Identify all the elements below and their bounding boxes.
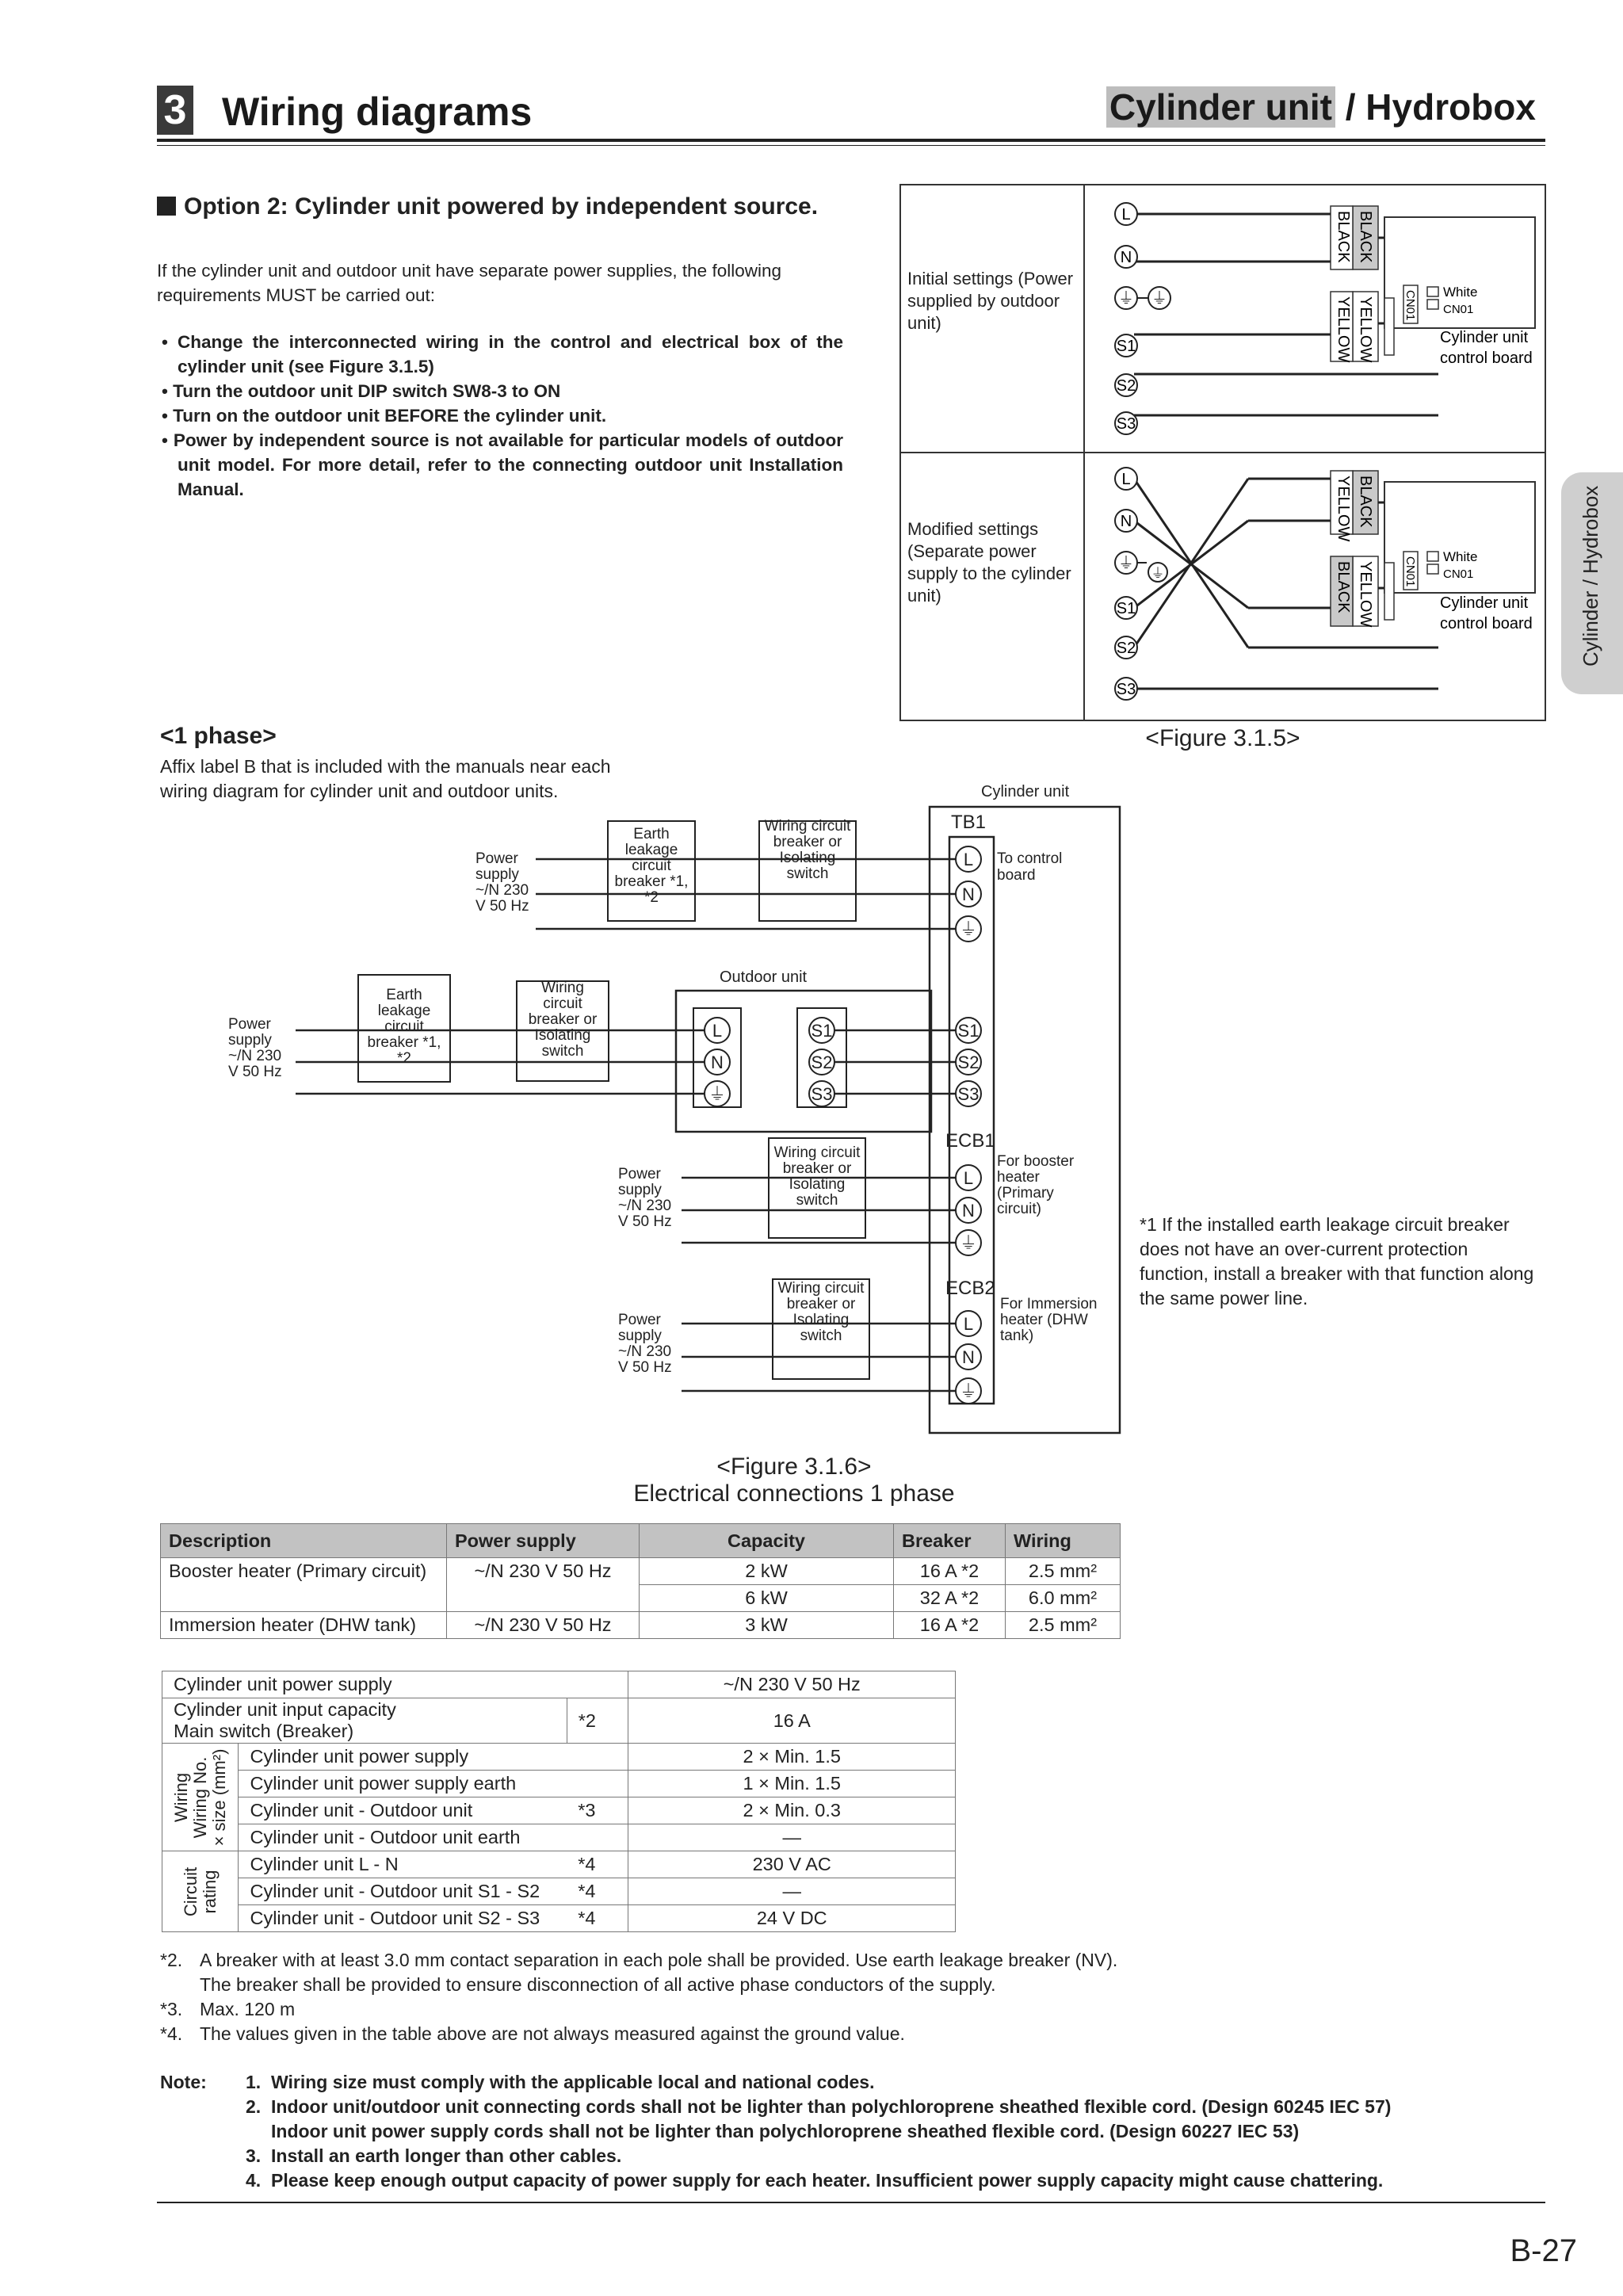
initial-settings-label: Initial settings (Power supplied by outdoor unit) [907, 269, 1074, 333]
terminal-label: ⏚ [1118, 555, 1134, 572]
circuit-group-label: Circuit rating [180, 1866, 220, 1916]
table-row [161, 1558, 1121, 1585]
connector-label: CN01 [1443, 567, 1474, 581]
table-cell: Cylinder unit - Outdoor unit S2 - S3 [239, 1905, 567, 1932]
note-text: Wiring size must comply with the applicable local and national codes. [271, 2072, 875, 2092]
table-cell: *2 [567, 1698, 628, 1744]
svg-text:⏚: ⏚ [959, 919, 978, 939]
svg-text:⏚: ⏚ [708, 1084, 727, 1104]
section-number: 3 [157, 86, 193, 135]
white-label: White [1443, 285, 1478, 300]
note-text: Please keep enough output capacity of power supply for each heater. Insufficient power supply capacity might cause chattering. [271, 2170, 1384, 2191]
cell-line: Cylinder unit input capacity [174, 1699, 396, 1720]
column-header: Capacity [640, 1524, 894, 1558]
table-cell: — [628, 1878, 956, 1905]
table-cell [161, 1585, 447, 1612]
column-header: Description [161, 1524, 447, 1558]
terminal-label: N [1120, 249, 1132, 266]
column-header: Power supply [447, 1524, 640, 1558]
power-supply-label: Power supply ~/N 230 V 50 Hz [618, 1166, 672, 1230]
side-tab-label: Cylinder / Hydrobox [1579, 485, 1602, 667]
terminal-label: S1 [1116, 600, 1136, 617]
footnote-key: *2. [160, 1950, 183, 1970]
note-number: 2. [246, 2096, 262, 2117]
table-cell: Immersion heater (DHW tank) [161, 1612, 447, 1639]
note-row [160, 2095, 1391, 2119]
svg-text:S2: S2 [811, 1052, 833, 1072]
terminal-label: S2 [1116, 377, 1136, 395]
cylinder-unit-label: Cylinder unit [981, 783, 1070, 800]
svg-text:L: L [963, 850, 974, 869]
footnote-key: *4. [160, 2023, 183, 2044]
terminal-label: L [1121, 206, 1131, 223]
table-cell: 2.5 mm² [1006, 1558, 1121, 1585]
footnote-1: *1 If the installed earth leakage circuit breaker does not have an over-current protection function, install a breaker with that function along the same power line. [1140, 1214, 1534, 1308]
table-header-row [161, 1524, 1121, 1558]
svg-text:L: L [963, 1168, 974, 1188]
requirement-item: • Turn the outdoor unit DIP switch SW8-3 to ON [162, 381, 561, 401]
svg-text:S3: S3 [811, 1084, 833, 1104]
footnote-text: The values given in the table above are not always measured against the ground value. [200, 2023, 905, 2044]
table-cell: 230 V AC [628, 1851, 956, 1878]
table-row [162, 1671, 956, 1698]
wcb-label: Wiring circuit breaker or Isolating switch [528, 980, 598, 1060]
table-cell: Cylinder unit - Outdoor unit [239, 1797, 567, 1824]
table-cell [567, 1824, 628, 1851]
table-cell: Cylinder unit L - N [239, 1851, 567, 1878]
table-cell: 2 × Min. 0.3 [628, 1797, 956, 1824]
table-cell: Cylinder unit power supply earth [239, 1771, 567, 1797]
wire-label-yellow: YELLOW [1357, 296, 1374, 363]
svg-text:N: N [962, 1201, 975, 1221]
wiring-group-cell [162, 1744, 239, 1851]
immersion-label: For Immersion heater (DHW tank) [1000, 1296, 1098, 1344]
connector-label: CN01 [1443, 303, 1474, 316]
phase-title: <1 phase> [160, 723, 277, 749]
chapter-title-rest: / Hydrobox [1335, 86, 1536, 128]
svg-text:Cylinder unit: Cylinder unit [1440, 594, 1529, 612]
note-row [160, 2070, 1391, 2095]
svg-text:L: L [963, 1314, 974, 1334]
svg-text:N: N [962, 1347, 975, 1367]
footnote-text: The breaker shall be provided to ensure disconnection of all active phase conductors of the supply. [200, 1974, 996, 1995]
table-cell: Cylinder unit power supply [239, 1744, 567, 1771]
option-title-text: Option 2: Cylinder unit powered by independent source. [184, 193, 819, 220]
svg-text:⏚: ⏚ [1151, 566, 1165, 581]
figure-315-caption: <Figure 3.1.5> [1145, 725, 1300, 751]
note-text: Indoor unit/outdoor unit connecting cords shall not be lighter than polychloroprene sheathed flexible cord. (Design 60245 IEC 57) [271, 2096, 1392, 2117]
section-title: Wiring diagrams [222, 90, 533, 134]
table-cell: 3 kW [640, 1612, 894, 1639]
svg-text:N: N [711, 1052, 724, 1072]
power-supply-label: Power supply ~/N 230 V 50 Hz [618, 1312, 672, 1376]
table-cell: 24 V DC [628, 1905, 956, 1932]
table-cell: 32 A *2 [894, 1585, 1006, 1612]
footnotes [160, 1948, 1117, 2046]
terminal-label: L [1121, 471, 1131, 488]
option-intro: If the cylinder unit and outdoor unit have separate power supplies, the following requirements MUST be carried out: [157, 261, 781, 305]
note-row [160, 2144, 1391, 2168]
svg-text:S2: S2 [957, 1052, 980, 1072]
table-cell: *4 [567, 1851, 628, 1878]
table-cell [567, 1771, 628, 1797]
table-cell: ~/N 230 V 50 Hz [447, 1612, 640, 1639]
figure-316-subcaption: Electrical connections 1 phase [633, 1480, 955, 1507]
table-cell: 6 kW [640, 1585, 894, 1612]
wcb-label: Wiring circuit breaker or Isolating switch [773, 1144, 861, 1209]
terminal-label: N [1120, 513, 1132, 530]
wire-label-black: BLACK [1357, 211, 1374, 263]
note-text: Indoor unit power supply cords shall not be lighter than polychloroprene sheathed flexible cord. (Design 60227 IEC 53) [271, 2121, 1300, 2141]
table-row [161, 1585, 1121, 1612]
svg-text:S1: S1 [811, 1021, 833, 1041]
terminal-label: S2 [1116, 640, 1136, 657]
table-row [162, 1878, 956, 1905]
terminal-label: ⏚ [1118, 290, 1134, 308]
svg-text:N: N [962, 884, 975, 904]
table-row [162, 1824, 956, 1851]
wire-label-black: BLACK [1357, 476, 1374, 528]
modified-settings-label: Modified settings (Separate power supply to the cylinder unit) [907, 519, 1071, 606]
column-header: Breaker [894, 1524, 1006, 1558]
note-row [160, 2119, 1391, 2144]
table-cell: *4 [567, 1905, 628, 1932]
tb1-label: TB1 [951, 812, 987, 833]
connector-label: CN01 [1403, 290, 1417, 321]
note-number: 4. [246, 2170, 262, 2191]
to-control-board-label: To control board [997, 850, 1063, 884]
table-row [162, 1744, 956, 1771]
table-cell: *4 [567, 1878, 628, 1905]
note-row [160, 2168, 1391, 2193]
wire-label-yellow: YELLOW [1335, 296, 1352, 363]
svg-text:⏚: ⏚ [959, 1381, 978, 1401]
phase-subtitle: Affix label B that is included with the manuals near each wiring diagram for cylinder unit and outdoor units. [160, 756, 611, 801]
note-number: 3. [246, 2145, 262, 2166]
table-cell: 16 A *2 [894, 1558, 1006, 1585]
table-row [161, 1612, 1121, 1639]
table-cell: Cylinder unit - Outdoor unit S1 - S2 [239, 1878, 567, 1905]
power-supply-label: Power supply ~/N 230 V 50 Hz [475, 850, 529, 915]
note-text: Install an earth longer than other cables. [271, 2145, 622, 2166]
cell-line: Main switch (Breaker) [174, 1721, 354, 1741]
spec-table [162, 1671, 956, 1932]
note-number: 1. [246, 2072, 262, 2092]
table-cell: ~/N 230 V 50 Hz [447, 1558, 640, 1585]
table-cell [162, 1698, 567, 1744]
wire-label-yellow: YELLOW [1335, 476, 1352, 542]
wire-label-black: BLACK [1335, 561, 1352, 613]
terminal-label: S3 [1116, 681, 1136, 698]
svg-text:S1: S1 [957, 1021, 980, 1041]
table-cell [567, 1744, 628, 1771]
table-cell: 2 kW [640, 1558, 894, 1585]
table-cell: 6.0 mm² [1006, 1585, 1121, 1612]
wire-label-yellow: YELLOW [1357, 561, 1374, 628]
svg-text:control board: control board [1440, 615, 1533, 632]
svg-text:⏚: ⏚ [959, 1233, 978, 1253]
table-cell: Booster heater (Primary circuit) [161, 1558, 447, 1585]
ecb1-label: ECB1 [945, 1130, 995, 1152]
footer-rule [157, 2202, 1545, 2203]
heater-table [160, 1523, 1121, 1639]
table-cell: ~/N 230 V 50 Hz [628, 1671, 956, 1698]
connector-label: CN01 [1403, 556, 1417, 587]
terminal-label: S3 [1116, 415, 1136, 433]
table-row [162, 1905, 956, 1932]
table-row [162, 1851, 956, 1878]
requirement-item: • Power by independent source is not available for particular models of outdoor unit model. For more detail, refer to the connecting outdoor unit Installation Manual. [162, 430, 843, 499]
white-label: White [1443, 549, 1478, 564]
elcb-label: Earth leakage circuit breaker *1, *2 [614, 826, 689, 906]
footnote-row [160, 2022, 1117, 2046]
power-supply-label: Power supply ~/N 230 V 50 Hz [228, 1016, 282, 1080]
footnote-row [160, 1997, 1117, 2022]
table-row [162, 1698, 956, 1744]
wcb-label: Wiring circuit breaker or Isolating switch [777, 1280, 865, 1344]
svg-text:S3: S3 [957, 1084, 980, 1104]
table-cell: 16 A *2 [894, 1612, 1006, 1639]
note-number [246, 2119, 271, 2144]
page-number: B-27 [1510, 2233, 1577, 2268]
table-cell: *3 [567, 1797, 628, 1824]
table-cell: Cylinder unit - Outdoor unit earth [239, 1824, 567, 1851]
figure-316-caption: <Figure 3.1.6> [716, 1454, 872, 1480]
footnote-key: *3. [160, 1999, 183, 2019]
table-cell: 2.5 mm² [1006, 1612, 1121, 1639]
svg-text:control board: control board [1440, 350, 1533, 367]
table-cell: 2 × Min. 1.5 [628, 1744, 956, 1771]
footnote-key [160, 1973, 200, 1997]
note-block [160, 2070, 1391, 2193]
footnote-row [160, 1948, 1117, 1973]
requirement-item: • Change the interconnected wiring in the control and electrical box of the cylinder unit (see Figure 3.1.5) [162, 332, 843, 376]
table-cell: 16 A [628, 1698, 956, 1744]
requirement-item: • Turn on the outdoor unit BEFORE the cylinder unit. [162, 406, 607, 426]
note-label: Note: [160, 2072, 207, 2092]
svg-text:⏚: ⏚ [1151, 290, 1167, 308]
outdoor-unit-label: Outdoor unit [720, 968, 808, 986]
wcb-label: Wiring circuit breaker or Isolating switch [764, 818, 851, 882]
footnote-text: Max. 120 m [200, 1999, 296, 2019]
footnote-text: A breaker with at least 3.0 mm contact separation in each pole shall be provided. Use earth leakage breaker (NV). [200, 1950, 1118, 1970]
table-cell [447, 1585, 640, 1612]
table-row [162, 1771, 956, 1797]
table-cell: — [628, 1824, 956, 1851]
ecb2-label: ECB2 [945, 1278, 995, 1299]
footnote-row [160, 1973, 1117, 1997]
table-row [162, 1797, 956, 1824]
booster-label: For booster heater (Primary circuit) [997, 1153, 1075, 1217]
elcb-label: Earth leakage circuit breaker *1, *2 [367, 987, 441, 1067]
wiring-group-label: Wiring Wiring No. × size (mm²) [170, 1748, 229, 1846]
svg-text:Cylinder unit: Cylinder unit [1440, 329, 1529, 346]
terminal-label: S1 [1116, 338, 1136, 355]
circuit-group-cell [162, 1851, 239, 1932]
table-cell: 1 × Min. 1.5 [628, 1771, 956, 1797]
chapter-title-shaded: Cylinder unit [1106, 86, 1335, 128]
table-cell: Cylinder unit power supply [162, 1671, 628, 1698]
svg-text:L: L [712, 1021, 723, 1041]
wire-label-black: BLACK [1335, 211, 1352, 263]
column-header: Wiring [1006, 1524, 1121, 1558]
